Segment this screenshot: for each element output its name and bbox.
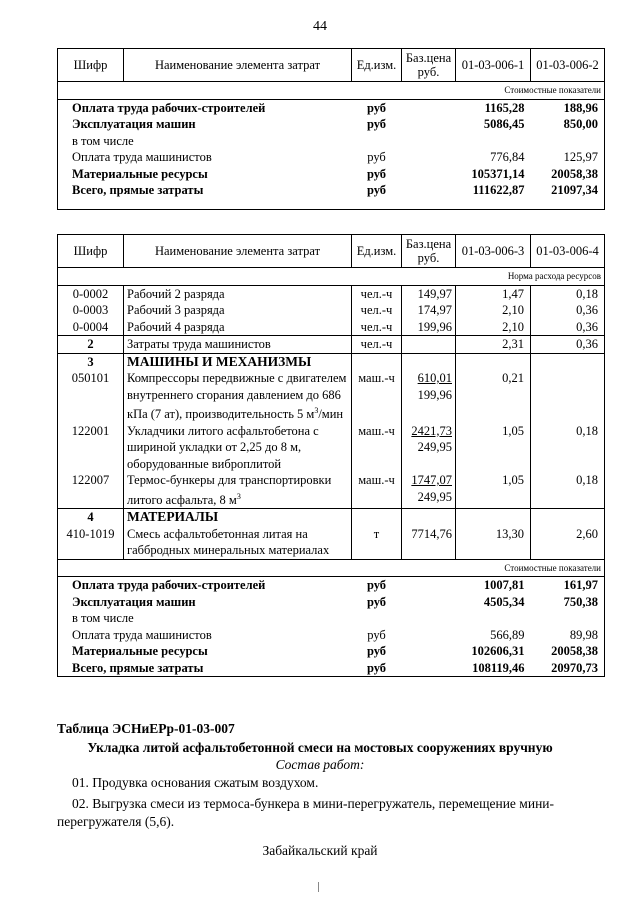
header-code: Шифр xyxy=(58,235,124,268)
table-row: 0-0004 Рабочий 4 разряда чел.-ч 199,96 2,10 0,36 xyxy=(58,319,605,336)
table-row: Оплата труда машинистов руб 566,89 89,98 xyxy=(58,627,605,644)
subheader: Норма расхода ресурсов xyxy=(58,268,605,286)
work-item: 01. Продувка основания сжатым воздухом. xyxy=(72,775,319,790)
header-code: Шифр xyxy=(58,49,124,82)
bottom-mark xyxy=(318,882,319,892)
header-col-b: 01-03-006-2 xyxy=(531,49,605,82)
table-row: 0-0003 Рабочий 3 разряда чел.-ч 174,97 2,10 0,36 xyxy=(58,302,605,319)
header-unit: Ед.изм. xyxy=(352,235,402,268)
work-item: 02. Выгрузка смеси из термоса-бункера в мини-перегружатель, перемещение мини- xyxy=(72,796,555,811)
table-row: 4 МАТЕРИАЛЫ xyxy=(58,509,605,526)
table-row: Оплата труда рабочих-строителей руб 1165,28 188,96 xyxy=(58,99,605,116)
table-row: 3 МАШИНЫ И МЕХАНИЗМЫ xyxy=(58,353,605,370)
subheader: Стоимостные показатели xyxy=(58,82,605,100)
cost-table-1 xyxy=(57,48,605,210)
header-name: Наименование элемента затрат xyxy=(124,235,352,268)
header-price: Баз.цена руб. xyxy=(402,49,456,82)
table-row: Эксплуатация машин руб 5086,45 850,00 xyxy=(58,116,605,133)
table-row: 122001 Укладчики литого асфальтобетона с шириной укладки от 2,25 до 8 м, оборудованные виброплитой маш.-ч 2421,73 249,95 1,05 0,18 xyxy=(58,423,605,473)
footer-region: Забайкальский край xyxy=(262,843,378,858)
table-row: Оплата труда рабочих-строителей руб 1007,81 161,97 xyxy=(58,577,605,594)
table-title: Таблица ЭСНиЕРр-01-03-007 xyxy=(57,721,235,736)
page-number: 44 xyxy=(313,19,327,34)
header-name: Наименование элемента затрат xyxy=(124,49,352,82)
table-row: Эксплуатация машин руб 4505,34 750,38 xyxy=(58,594,605,611)
table-row: 122007 Термос-бункеры для транспортировки литого асфальта, 8 $м^3$ маш.-ч 1747,07 249,95 1,05 0,18 xyxy=(58,472,605,509)
table-row: Оплата труда машинистов руб 776,84 125,97 xyxy=(58,149,605,166)
table-row: Материальные ресурсы руб 102606,31 20058,38 xyxy=(58,643,605,660)
table-row: в том числе xyxy=(58,133,605,150)
subheader: Стоимостные показатели xyxy=(58,559,605,577)
resource-table-2 xyxy=(57,234,605,677)
header-unit: Ед.изм. xyxy=(352,49,402,82)
table-row: 050101 Компрессоры передвижные с двигателем внутреннего сгорания давлением до 686 кПа (7 ат), производительность 5 $м^3$/мин маш.-ч 610,01 199,96 0,21 xyxy=(58,370,605,423)
header-col-a: 01-03-006-1 xyxy=(456,49,531,82)
table-row: Материальные ресурсы руб 105371,14 20058,38 xyxy=(58,166,605,183)
table-row: 410-1019 Смесь асфальтобетонная литая на габбродных минеральных материалах т 7714,76 13,30 2,60 xyxy=(58,526,605,560)
work-item-continuation: перегружателя (5,6). xyxy=(57,814,175,829)
table-row: 2 Затраты труда машинистов чел.-ч 2,31 0,36 xyxy=(58,336,605,354)
section-title: Укладка литой асфальтобетонной смеси на мостовых сооружениях вручную xyxy=(87,740,553,755)
table-row: Всего, прямые затраты руб 108119,46 20970,73 xyxy=(58,660,605,677)
header-price: Баз.цена руб. xyxy=(402,235,456,268)
work-composition-title: Состав работ: xyxy=(275,757,365,772)
table-row: в том числе xyxy=(58,610,605,627)
header-col-b: 01-03-006-4 xyxy=(531,235,605,268)
table-row: 0-0002 Рабочий 2 разряда чел.-ч 149,97 1,47 0,18 xyxy=(58,285,605,302)
table-row: Всего, прямые затраты руб 111622,87 21097,34 xyxy=(58,182,605,209)
header-col-a: 01-03-006-3 xyxy=(456,235,531,268)
